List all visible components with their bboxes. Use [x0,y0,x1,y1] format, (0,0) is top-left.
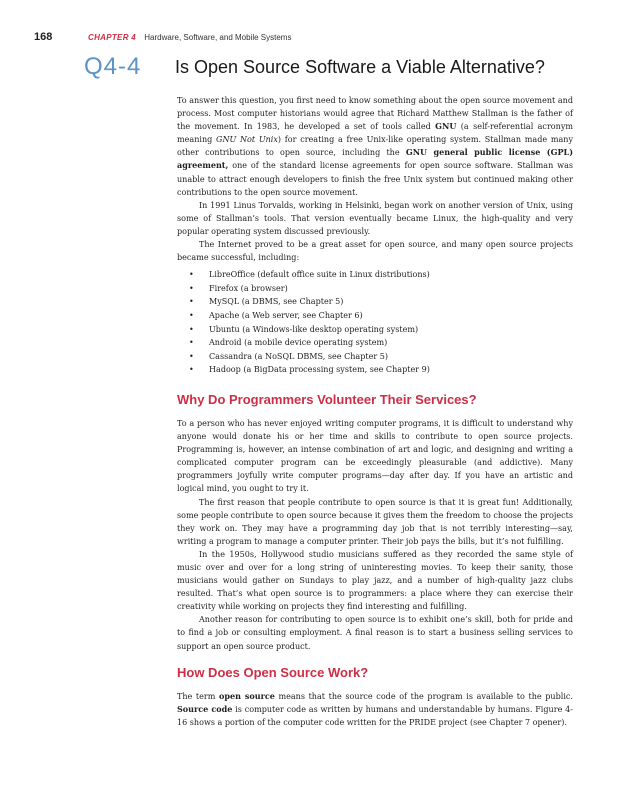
term-gnu: GNU [435,121,457,132]
running-head [88,33,291,42]
intro-paragraph-1: To answer this question, you first need to know something about the open source movement and process. Most computer historians would agree that Richard Matthew Stallman is the father of the movement. In 1983, he developed a set of tools called GNU (a self-referential acronym meaning GNU Not Unix) for creating a free Unix-like operating system. Stallman made many other contributions to open source, including the GNU general public license (GPL) agreement, one of the standard license agreements for open source software. Stallman was unable to attract enough developers to finish the free Unix system but continued making other contributions to the open source movement. [177,96,573,197]
section1-paragraph-3: In the 1950s, Hollywood studio musicians suffered as they recorded the same style of music over and over for a long string of uninteresting movies. To keep their sanity, those musicians would gather on Sundays to play jazz, and a number of high-quality jazz clubs resulted. That’s what open source is to programmers: a place where they can exercise their creativity while working on projects they find interesting and fulfilling. [177,549,573,612]
question-title: Is Open Source Software a Viable Alternative? [175,57,545,77]
chapter-title: Hardware, Software, and Mobile Systems [144,33,292,42]
list-item: • Android (a mobile device operating system) [177,336,573,350]
bullet: • [189,297,194,307]
bullet: • [189,351,194,361]
section2-paragraph-1: The term open source means that the source code of the program is available to the public. Source code is computer code as written by humans and understandable by humans. Figure 4-16 shows a portion of the computer code written for the PRIDE project (see Chapter 7 opener). [177,690,573,727]
question-label: Q4-4 [84,53,142,80]
list-item: • Firefox (a browser) [177,282,573,296]
gnu-expansion: GNU Not Unix [216,135,278,145]
list-item: • LibreOffice (default office suite in Linux distributions) [177,268,573,282]
section-heading-volunteer: Why Do Programmers Volunteer Their Services? [177,391,477,407]
list-item: • Ubuntu (a Windows-like desktop operating system) [177,323,573,337]
term-open-source: open source [219,690,275,701]
list-item: • Hadoop (a BigData processing system, see Chapter 9) [177,363,573,377]
section1-paragraph-2: The first reason that people contribute to open source is that it is great fun! Additionally, some people contribute to open source because it gives them the freedom to choose the projects they work on. They may have a programming day job that is not terribly interesting—say, writing a program to manage a computer printer. Their job pays the bills, but it’s not fulfilling. [177,497,573,546]
project-list [177,268,573,377]
list-item: • Cassandra (a NoSQL DBMS, see Chapter 5) [177,350,573,364]
page-number: 168 [34,31,53,43]
list-item: • Apache (a Web server, see Chapter 6) [177,309,573,323]
section1-paragraph-1: To a person who has never enjoyed writing computer programs, it is difficult to understand why anyone would donate his or her time and skills to contribute to open source projects. Programming is, however, an intense combination of art and logic, and designing and writing a complicated computer program can be exceedingly pleasurable (and addictive). Many programmers joyfully write computer programs—day after day. If you have an artistic and logical mind, you ought to try it. [177,418,573,494]
chapter-label: CHAPTER 4 [88,33,137,42]
section1-paragraph-4: Another reason for contributing to open source is to exhibit one’s skill, both for pride and to find a job or consulting employment. A final reason is to start a business selling services to support an open source product. [177,615,573,651]
bullet: • [189,283,194,293]
intro-paragraph-2: In 1991 Linus Torvalds, working in Helsinki, began work on another version of Unix, using some of Stallman’s tools. That version eventually became Linux, the high-quality and very popular operating system discussed previously. [177,200,573,236]
bullet: • [189,338,194,348]
bullet: • [189,270,194,280]
term-gpl: GNU general public license (GPL) agreement, [177,147,573,171]
section-heading-how-open-source-works: How Does Open Source Work? [177,664,369,680]
bullet: • [189,365,194,375]
body-text [177,94,573,729]
bullet: • [189,311,194,320]
list-item: • MySQL (a DBMS, see Chapter 5) [177,295,573,309]
bullet: • [189,324,194,334]
intro-paragraph-3: The Internet proved to be a great asset for open source, and many open source projects became successful, including: [177,240,573,263]
term-source-code: Source code [177,703,233,714]
